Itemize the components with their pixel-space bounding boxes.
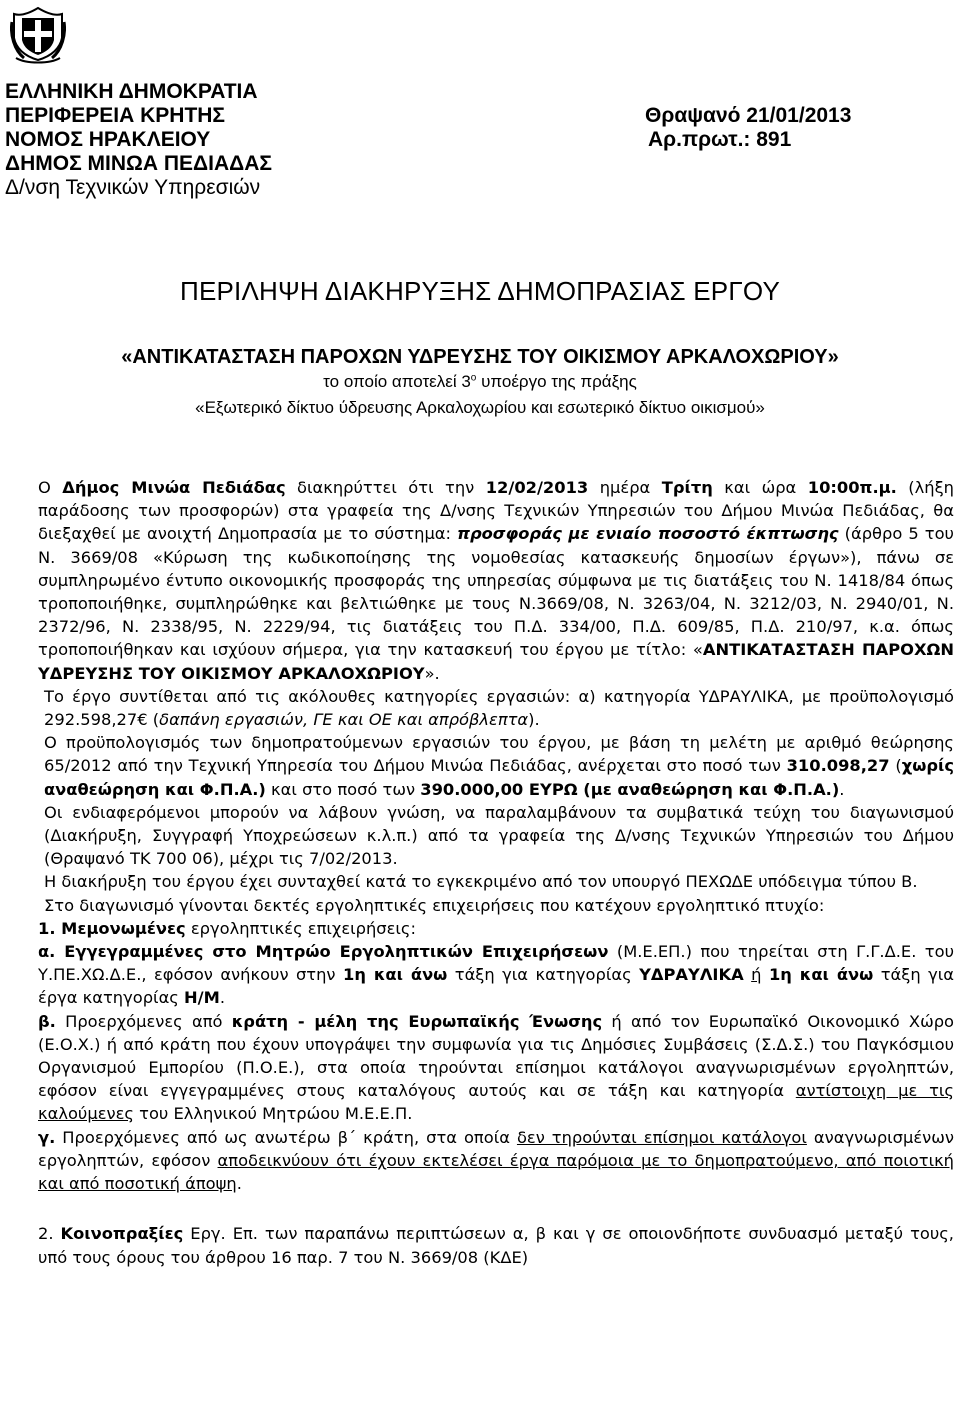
document-title: ΠΕΡΙΛΗΨΗ ΔΙΑΚΗΡΥΞΗΣ ΔΗΜΟΠΡΑΣΙΑΣ ΕΡΓΟΥ (179, 276, 780, 306)
place-date: Θραψανό 21/01/2013 (645, 104, 852, 127)
project-title: «ΑΝΤΙΚΑΤΑΣΤΑΣΗ ΠΑΡΟΧΩΝ ΥΔΡΕΥΣΗΣ ΤΟΥ ΟΙΚΙΣΜΟΥ ΑΡΚΑΛΟΧΩΡΙΟΥ» (121, 346, 839, 368)
paragraph-announcement: Ο Δήμος Μινώα Πεδιάδας διακηρύττει ότι την 12/02/2013 ημέρα Τρίτη και ώρα 10:00π.μ. (λήξη παράδοσης των προσφορών) στα γραφεία της Δ/νσης Τεχνικών Υπηρεσιών του Δήμου Μινώα Πεδιάδας, θα διεξαχθεί με ανοιχτή Δημοπρασία με το σύστημα: προσφοράς με ενιαίο ποσοστό έκπτωσης (άρθρο 5 του Ν. 3669/08 «Κύρωση της κωδικοποίησης της νομοθεσίας κατασκευής δημοσίων έργων»), πάνω σε συμπληρωμένο έντυπο οικονομικής προσφοράς της υπηρεσίας σύμφωνα με τις διατάξεις του Ν. 1418/84 όπως τροποποιήθηκε, συμπληρώθηκε και βελτιώθηκε με τους Ν.3669/08, Ν. 3263/04, Ν. 3212/03, Ν. 2940/01, Ν. 2372/96, Ν. 2338/95, Ν. 2229/94, τις διατάξεις του Π.Δ. 334/00, Π.Δ. 609/85, Π.Δ. 210/97, κ.α. όπως τροποποιήθηκαν και ισχύουν σήμερα, για την κατασκευή του έργου με τίτλο: «ΑΝΤΙΚΑΤΑΣΤΑΣΗ ΠΑΡΟΧΩΝ ΥΔΡΕΥΣΗΣ ΤΟΥ ΟΙΚΙΣΜΟΥ ΑΡΚΑΛΟΧΩΡΙΟΥ». (38, 478, 955, 683)
action-title: «Εξωτερικό δίκτυο ύδρευσης Αρκαλοχωρίου και εσωτερικό δίκτυο οικισμού» (195, 398, 765, 417)
paragraph-eligibility: Στο διαγωνισμό γίνονται δεκτές εργοληπτικές επιχειρήσεις που κατέχουν εργοληπτικό πτυχίο: (44, 895, 825, 915)
issuer-block (5, 80, 272, 200)
prefecture-name: ΝΟΜΟΣ ΗΡΑΚΛΕΙΟΥ (5, 128, 211, 151)
paragraph-documents: Οι ενδιαφερόμενοι μπορούν να λάβουν γνώση, να παραλαμβάνουν τα συμβατικά τεύχη του διαγωνισμού (Διακήρυξη, Συγγραφή Υποχρεώσεων κ.λ.π.) από τα γραφεία της Δ/νσης Τεχνικών Υπηρεσιών του Δήμου (Θραψανό ΤΚ 700 06), μέχρι τις 7/02/2013. (44, 802, 954, 869)
item-joint-ventures: 2. Κοινοπραξίες Εργ. Επ. των παραπάνω περιπτώσεων α, β και γ σε οποιονδήποτε συνδυασμό μεταξύ τους, υπό τους όρους του άρθρου 16 παρ. 7 του Ν. 3669/08 (ΚΔΕ) (38, 1224, 954, 1267)
region-name: ΠΕΡΙΦΕΡΕΙΑ ΚΡΗΤΗΣ (5, 104, 226, 127)
document-body (38, 476, 954, 1269)
paragraph-template: Η διακήρυξη του έργου έχει συνταχθεί κατά το εγκεκριμένο από τον υπουργό ΠΕΧΩΔΕ υπόδειγμα τύπου Β. (44, 872, 918, 892)
protocol-number: Αρ.πρωτ.: 891 (648, 128, 792, 151)
item-b-eu-states: β. Προερχόμενες από κράτη - μέλη της Ευρωπαϊκής Ένωσης ή από τον Ευρωπαϊκό Οικονομικό Χώρο (Ε.Ο.Χ.) ή από κράτη που έχουν υπογράψει την συμφωνία για τις Δημόσιες Συμβάσεις (Σ.Δ.Σ.) του Παγκόσμιου Οργανισμού Εμπορίου (Π.Ο.Ε.), στα οποία τηρούνται επίσημοι κατάλογοι αναγνωρισμένων εργοληπτών, εφόσον είναι εγγεγραμμένες στους καταλόγους αυτούς και σε τάξη και κατηγορία αντίστοιχη με τις καλούμενες του Ελληνικού Μητρώου Μ.Ε.Ε.Π. (38, 1011, 954, 1124)
country-name: ΕΛΛΗΝΙΚΗ ΔΗΜΟΚΡΑΤΙΑ (5, 80, 258, 103)
greek-coat-of-arms-emblem (10, 4, 66, 66)
item-a-registered: α. Εγγεγραμμένες στο Μητρώο Εργοληπτικών Επιχειρήσεων (Μ.Ε.ΕΠ.) που τηρείται στη Γ.Γ.Δ.Ε. του Υ.ΠΕ.ΧΩ.Δ.Ε., εφόσον ανήκουν στην 1η και άνω τάξη για κατηγορίας ΥΔΡΑΥΛΙΚΑ ή 1η και άνω τάξη για έργα κατηγορίας Η/Μ. (38, 942, 954, 1008)
department-name: Δ/νση Τεχνικών Υπηρεσιών (5, 176, 261, 199)
item-c-other-states: γ. Προερχόμενες από ως ανωτέρω β΄ κράτη, στα οποία δεν τηρούνται επίσημοι κατάλογοι αναγνωρισμένων εργοληπτών, εφόσον αποδεικνύουν ότι έχουν εκτελέσει έργα παρόμοια με το δημοπρατούμενο, από ποιοτική και από ποσοτική άποψη. (38, 1127, 954, 1194)
paragraph-budget: Ο προϋπολογισμός των δημοπρατούμενων εργασιών του έργου, με βάση τη μελέτη με αριθμό θεώρησης 65/2012 από την Τεχνική Υπηρεσία του Δήμου Μινώα Πεδιάδας, ανέρχεται στο ποσό των 310.098,27 (χωρίς αναθεώρηση και Φ.Π.Α.) και στο ποσό των 390.000,00 ΕΥΡΩ (με αναθεώρηση και Φ.Π.Α.). (44, 733, 955, 799)
item-individual-firms: 1. Μεμονωμένες εργοληπτικές επιχειρήσεις: (38, 918, 416, 938)
municipality-name: ΔΗΜΟΣ ΜΙΝΩΑ ΠΕΔΙΑΔΑΣ (5, 152, 272, 175)
subproject-line: το οποίο αποτελεί $3^o$ υποέργο της πράξης (323, 372, 637, 391)
paragraph-work-categories: Το έργο συντίθεται από τις ακόλουθες κατηγορίες εργασιών: α) κατηγορία ΥΔΡΑΥΛΙΚΑ, με προϋπολογισμό 292.598,27€ (δαπάνη εργασιών, ΓΕ και ΟΕ και απρόβλεπτα). (44, 686, 954, 730)
